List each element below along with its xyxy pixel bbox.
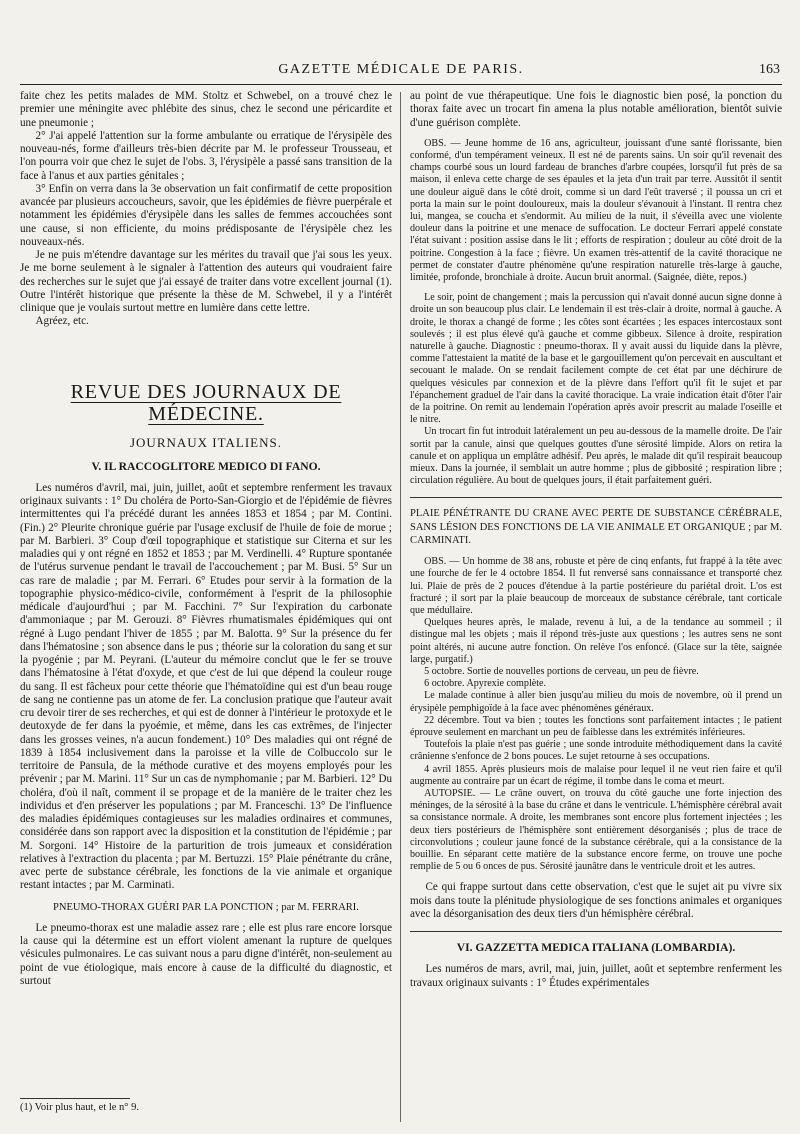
- section-title: REVUE DES JOURNAUX DE MÉDECINE.: [70, 380, 342, 425]
- paragraph: Les numéros d'avril, mai, juin, juillet, août et septembre renferment les travaux originaux suivants : 1° Du choléra de Porto-San-Giorgio et de l'épidémie de fièvres intermittentes qui l'a précédé durant les années 1853 et 1854 ; par M. Contini. (Fin.) 2° Pleurite chronique guérie par l'usage exclusif de l'huile de foie de morue ; par M. Barbieri. 3° Coup d'œil topographique et statistique sur Citerna et sur les maladies qui y ont régné en 1852 et 1853 ; par M. Verdinelli. 4° Rupture spontanée de l'utérus survenue pendant le travail de l'accouchement ; par M. Busi. 5° Sur un cas rare de maladie ; par M. Ferrari. 6° Etudes pour servir à la formation de la topographie physico-médico-civile, conformément à l'esprit de la philosophie médicale d'aujourd'hui ; par M. Facchini. 7° Sur l'expiration du carbonate d'ammoniaque ; par M. Gerouzi. 8° Fièvres rhumatismales épidémiques qui ont régné à Lugo pendant l'hiver de 1855 ; par M. Balotta. 9° Sur la présence du fer dans l'hématosine ; son absence dans le pus ; théorie sur la coloration du sang et sur la pyogénie ; par M. Peyrani. (L'auteur du mémoire conclut que le fer se trouve dans l'hématosine à l'état d'oxyde, et que c'est de lui que dépend la couleur rouge du sang. Il est fâcheux pour cette théorie que l'hématoïdine qui est d'un beau rouge de sang ne contienne pas un atome de fer. La conclusion pratique que l'auteur avait cru devoir tirer de ses recherches, et qui est de donner à l'intérieur le protoxyde et le deutoxyde de fer dans la pyoémie, et même, dans les cas extrêmes, de l'injecter dans les grosses veines, n'a aucun fondement.) 10° Des maladies qui ont régné de 1839 à 1854 inclusivement dans la paroisse et la ville de Colbuccolo sur le territoire de Pansula, de la méthode curative et des moyens employés pour les prévenir ; par M. Marini. 11° Sur un cas de nymphomanie ; par M. Barbieri. 12° Du choléra, d'où il naît, comment il se propage et de la manière de le traiter chez les individus et d'en préserver les populations ; par M. Franceschi. 13° De l'influence des maladies épidémiques contagieuses sur les maladies ordinaires et communes, considérée dans son rapport avec la disposition et la constitution de l'épidémie ; par M. Sorgoni. 14° Histoire de la parturition de trois jumeaux et considération relatives à l'extraction du placenta ; par M. Bertuzzi. 15° Plaie pénétrante du crâne, avec perte de substance cérébrale, les fonctions de la vie animale et organique restant intactes ; par M. Carminati.: [20, 481, 393, 892]
- observation-text: OBS. — Jeune homme de 16 ans, agriculteur, jouissant d'une santé florissante, bien conformé, d'un tempérament veineux. Il est né de parents sains. Un soir qu'il revenait des champs courbé sous un lourd fardeau de branches d'arbre coupées, lorsqu'il fut près de sa maison, il enleva cette charge de ses épaules et la jeta d'un trait par terre. Aussitôt il sentit une douleur aiguë dans le côté droit, comme si un dard l'eût traversé ; il poussa un cri et porta la main sur le point douloureux, mais la douleur s'évanouit à l'instant. Il rentra chez lui, mangea, se coucha et s'endormit. Au milieu de la nuit, il s'éveilla avec une violente douleur dans la poitrine et une menace de suffocation. Le docteur Ferrari appelé constate l'état suivant : position assise dans le lit ; efforts de respiration ; douleur au côté droit de la poitrine. Congestion à la face ; fièvre. Un examen très-attentif de la cavité thoracique ne permet de constater d'autre phénomène qu'une respiration naturelle très-large à gauche, limitée, profonde, bronchiale à droite. Aucun bruit anormal. (Saignée, diète, repos.): [410, 137, 782, 283]
- divider: [410, 931, 782, 932]
- journal-title: GAZETTE MÉDICALE DE PARIS.: [278, 62, 524, 77]
- footnote-text: (1) Voir plus haut, et le n° 9.: [20, 1102, 140, 1113]
- page-header: [20, 62, 782, 85]
- paragraph: Le pneumo-thorax est une maladie assez rare ; elle est plus rare encore lorsque la cause qui la détermine est un effort violent amenant la rupture de quelques vésicules pulmonaires. Le cas suivant nous a paru digne d'intérêt, non-seulement au point de vue étiologique, mais encore à cause de la difficulté du diagnostic, et surtout: [20, 921, 392, 987]
- paragraph: 2° J'ai appelé l'attention sur la forme ambulante ou erratique de l'érysipèle des nouveau-nés, forme d'ailleurs très-bien décrite par M. le professeur Trousseau, et l'on pourra voir que chez le sujet de l'obs. 3, l'érysipèle a passé sans transition de la face à l'anus et aux parties génitales ;: [20, 129, 392, 182]
- signoff: Agréez, etc.: [35, 315, 89, 328]
- article-heading: PNEUMO-THORAX GUÉRI PAR LA PONCTION ; par M. FERRARI.: [53, 901, 359, 913]
- observation-text: OBS. — Un homme de 38 ans, robuste et père de cinq enfants, fut frappé à la tête avec une fourche de fer le 4 octobre 1854. Il fut renversé sans connaissance et transporté chez lui. Plaie de près de 2 pouces d'étendue à la partie postérieure du pariétal droit. L'os est fracturé ; il sort par la plaie beaucoup de morceaux de substance cérébrale, tant corticale que médullaire.: [410, 556, 782, 616]
- observation-text: Toutefois la plaie n'est pas guérie ; une sonde introduite méthodiquement dans la cavité crânienne s'enfonce de 2 bons pouces. Le sujet retourne à ses occupations.: [410, 739, 782, 763]
- article-heading: PLAIE PÉNÉTRANTE DU CRANE AVEC PERTE DE SUBSTANCE CÉRÉBRALE, SANS LÉSION DES FONCTIONS DE LA VIE ANIMALE ET ORGANIQUE ; par M. CARMINATI.: [410, 508, 782, 546]
- paragraph: au point de vue thérapeutique. Une fois le diagnostic bien posé, la ponction du thorax faite avec un trocart fin amena la plus notable amélioration, bientôt suivie d'une guérison complète.: [410, 90, 782, 129]
- column-divider: [400, 92, 401, 1122]
- observation-text: Le malade continue à aller bien jusqu'au milieu du mois de novembre, où il prend un érysipèle pemphigoïde à la face avec phénomènes généraux.: [410, 690, 782, 714]
- journal-heading: VI. GAZZETTA MEDICA ITALIANA (LOMBARDIA).: [456, 941, 736, 955]
- left-column: [20, 90, 392, 988]
- paragraph: 3° Enfin on verra dans la 3e observation un fait confirmatif de cette proposition avancée par plusieurs accoucheurs, savoir, que les épidémies de fièvre puerpérale et notamment les épidémies d'érysipèle dans les salles de femmes accouchées sont une cause, si non efficiente, du moins prédisposante de l'érysipèle chez les nouveaux-nés.: [20, 182, 392, 248]
- right-column: [410, 90, 782, 990]
- observation-text: 22 décembre. Tout va bien ; toutes les fonctions sont parfaitement intactes ; le patient éprouve seulement en marchant un peu de faiblesse dans les extrémités inférieures.: [410, 714, 782, 739]
- page-number: 163: [759, 62, 780, 77]
- footnote: [20, 1098, 392, 1113]
- observation-text: Un trocart fin fut introduit latéralement un peu au-dessous de la mamelle droite. De l'air sortit par la canule, ainsi que quelques gouttes d'une sérosité limpide. Alors on retira la canule et on appliqua un emplâtre adhésif. Peu après, le malade dit qu'il respirait beaucoup mieux. Dans la journée, il semblait un autre homme ; plus de gibbosité ; respiration libre ; circulation régulière. Au bout de quelques jours, il était parfaitement guéri.: [410, 426, 782, 487]
- paragraph: Les numéros de mars, avril, mai, juin, juillet, août et septembre renferment les travaux originaux suivants : 1° Études expérimentales: [410, 963, 782, 989]
- paragraph: Je ne puis m'étendre davantage sur les mérites du travail que j'ai sous les yeux. Je me borne seulement à le signaler à l'attention des auteurs qui voudraient faire des recherches sur le sujet que j'ai essayé de traiter dans votre excellent journal (1). Outre l'intérêt historique que présente la thèse de M. Schwebel, il y a l'intérêt clinique que je voulais surtout mettre en lumière dans cette lettre.: [20, 249, 392, 314]
- divider: [410, 497, 782, 498]
- observation-text: 4 avril 1855. Après plusieurs mois de malaise pour lequel il ne veut rien faire et qu'il augmente au contraire par un écart de régime, il tombe dans le coma et meurt.: [410, 763, 782, 787]
- section-subtitle: JOURNAUX ITALIENS.: [129, 434, 282, 450]
- journal-heading: V. IL RACCOGLITORE MEDICO DI FANO.: [91, 459, 321, 473]
- observation-text: 6 octobre. Apyrexie complète.: [424, 678, 547, 690]
- paragraph: faite chez les petits malades de MM. Stoltz et Schwebel, on a trouvé chez le premier une méningite avec phlébite des sinus, chez le second une péricardite et une pneumonie ;: [20, 90, 392, 129]
- footnote-rule: [20, 1098, 130, 1099]
- observation-text: 5 octobre. Sortie de nouvelles portions de cerveau, un peu de fièvre.: [424, 666, 699, 678]
- paragraph: Ce qui frappe surtout dans cette observation, c'est que le sujet ait pu vivre six mois dans toute la plénitude physiologique de ses fonctions animales et organiques avec la désorganisation des deux tiers d'un hémisphère cérébral.: [410, 881, 782, 920]
- observation-text: Le soir, point de changement ; mais la percussion qui n'avait donné aucun signe donne à droite un son beaucoup plus clair. Le lendemain il est très-clair à droite, normal à gauche. A droite, le thorax a changé de forme ; les côtes sont écartées ; les espaces intercostaux sont soulevés ; il est plus élevé qu'à gauche et comme gibbeux. Silence à droite, respiration naturelle à gauche. Diagnostic : pneumo-thorax. Il y avait aussi du liquide dans la plèvre, comme l'attestaient la matité de la base et le gargouillement qu'on percevait en auscultant et secouant le malade. On se rendait facilement compte de cet état par une déchirure de quelques vésicules par connexion et de la plèvre dans l'effort qu'il fit le sujet et par l'épanchement graduel de l'air dans la cavité thoracique. La vraie indication était d'ôter l'air de la poitrine. On remit au lendemain l'opération après avoir prescrit au malade l'oseille et le nitre.: [410, 292, 782, 426]
- observation-text: Quelques heures après, le malade, revenu à lui, a de la tendance au sommeil ; il distingue mal les objets ; mais il répond très-juste aux questions ; les autres sens ne sont point altérés, ni aucune autre fonction. On relève l'os enfoncé. (Glace sur la tête, saignée large, purgatif.): [410, 617, 782, 665]
- observation-text: AUTOPSIE. — Le crâne ouvert, on trouva du côté gauche une forte injection des méninges, de la sérosité à la base du crâne et dans le ventricule. L'hémisphère cérébral avait sa consistance normale. A droite, les membranes sont encore plus fortement injectées ; les deux tiers postérieurs de l'hémisphère sont entièrement désorganisés ; plus de trace de circonvolutions ; couleur jaune foncé de la substance cérébrale, qui a la consistance de la bouillie. En séparant cette matière de la substance encore ferme, on trouve une poche remplie de 5 ou 6 onces de pus. Sérosité jaunâtre dans le ventricule droit et les autres.: [410, 788, 782, 873]
